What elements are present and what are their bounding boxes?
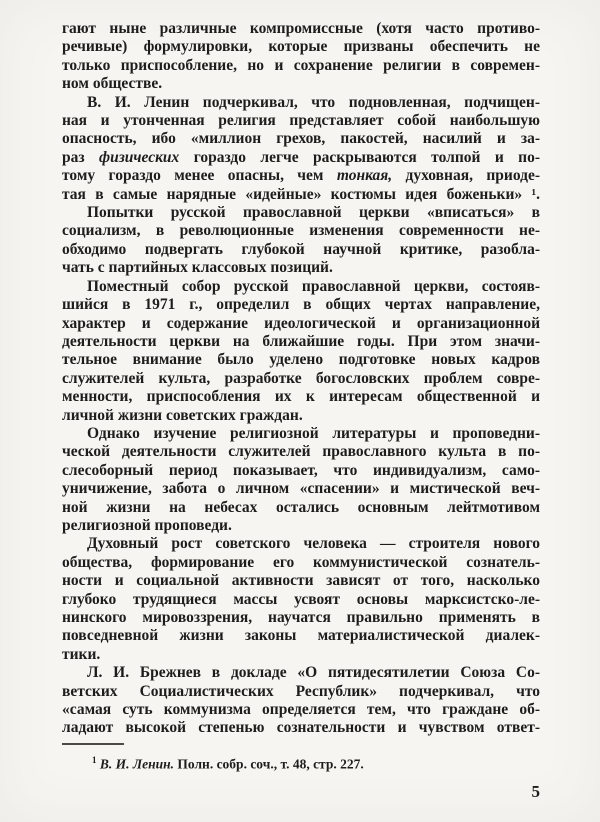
text-segment: тому гораздо менее опасны, чем (62, 167, 337, 185)
text-line: речивые) формулировки, которые призваны обеспечить не (62, 38, 540, 56)
footnote-author: В. И. Ленин. (99, 756, 175, 772)
body-text (62, 20, 540, 738)
text-line: деятельности церкви на ближайшие годы. При этом значи- (62, 332, 540, 350)
text-line: тая в самые нарядные «идейные» костюмы идея боженьки» ¹. (62, 185, 540, 203)
text-line: уничижение, забота о личном «спасении» и мистической веч- (62, 480, 540, 498)
footnote-citation: Полн. собр. соч., т. 48, стр. 227. (174, 756, 364, 772)
text-line: характер и содержание идеологической и организационной (62, 314, 540, 332)
text-line: В. И. Ленин подчеркивал, что подновленная, подчищен- (87, 93, 540, 111)
text-line: гают ныне различные компромиссные (хотя часто противо- (62, 20, 540, 37)
text-line (62, 167, 540, 185)
text-line: тельное внимание было уделено подготовке новых кадров (62, 351, 540, 369)
text-line: ческой деятельности служителей православного культа в по- (62, 443, 540, 461)
text-line: ветских Социалистических Республик» подчеркивал, что (62, 682, 540, 700)
text-line: Поместный собор русской православной церкви, состояв- (87, 277, 540, 295)
text-line: общества, формирование его коммунистической сознатель- (62, 553, 540, 571)
text-line: только приспособление, но и сохранение религии в современ- (62, 56, 540, 74)
text-segment: гораздо легче раскрываются толпой и по- (179, 148, 540, 166)
text-line: глубоко трудящиеся массы усвоят основы марксистско-ле- (62, 590, 540, 608)
text-line: ном обществе. (62, 75, 163, 93)
text-line: обходимо подвергать глубокой научной критике, разобла- (62, 240, 540, 258)
text-line: тики. (62, 645, 101, 663)
paragraph (62, 204, 540, 278)
text-line: слесоборный период показывает, что индивидуализм, само- (62, 461, 540, 479)
paragraph (62, 20, 540, 94)
text-line: религиозной проповеди. (62, 516, 232, 534)
footnote (62, 752, 570, 773)
text-line: повседневной жизни законы материалистической диалек- (62, 627, 540, 645)
text-line: опасность, ибо «миллион грехов, пакостей, насилий и за- (62, 130, 540, 148)
text-line: ная и утонченная религия представляет собой наибольшую (62, 112, 540, 130)
text-line: чать с партийных классовых позиций. (62, 259, 333, 277)
paragraph (62, 278, 540, 425)
text-line: шийся в 1971 г., определил в общих чертах направление, (62, 296, 540, 314)
paragraph (62, 425, 540, 535)
text-line: менности, приспособления их к интересам общественной и (62, 388, 540, 406)
text-line: служителей культа, разработке богословских проблем совре- (62, 369, 540, 387)
text-line: Духовный рост советского человека — строителя нового (87, 535, 540, 553)
footnote-marker: 1 (92, 755, 97, 765)
text-line: Однако изучение религиозной литературы и проповедни- (87, 424, 540, 442)
text-line: ной жизни на небесах остались основным лейтмотивом (62, 498, 540, 516)
italic-term: физических (99, 148, 180, 166)
text-line: ладают высокой степенью сознательности и чувством ответ- (62, 719, 540, 737)
italic-term: тонкая, (336, 167, 393, 185)
text-line: ности и социальной активности зависят от того, насколько (62, 572, 540, 590)
footnote-separator (62, 743, 124, 745)
paragraph (62, 664, 540, 738)
paragraph (62, 94, 540, 204)
text-segment: духовная, приоде- (392, 167, 540, 185)
text-line: личной жизни советских граждан. (62, 406, 303, 424)
text-line: Л. И. Брежнев в докладе «О пятидесятилетии Союза Со- (87, 664, 540, 682)
page-number: 5 (531, 782, 540, 801)
text-line: социализм, в революционные изменения современности не- (62, 222, 540, 240)
text-line (62, 149, 540, 167)
text-line: Попытки русской православной церкви «вписаться» в (87, 204, 540, 222)
text-line: нинского мировоззрения, научатся правильно применять в (62, 609, 540, 626)
text-segment: раз (62, 148, 99, 166)
paragraph (62, 535, 540, 664)
text-line: «самая суть коммунизма определяется тем, что граждане об- (62, 701, 540, 719)
